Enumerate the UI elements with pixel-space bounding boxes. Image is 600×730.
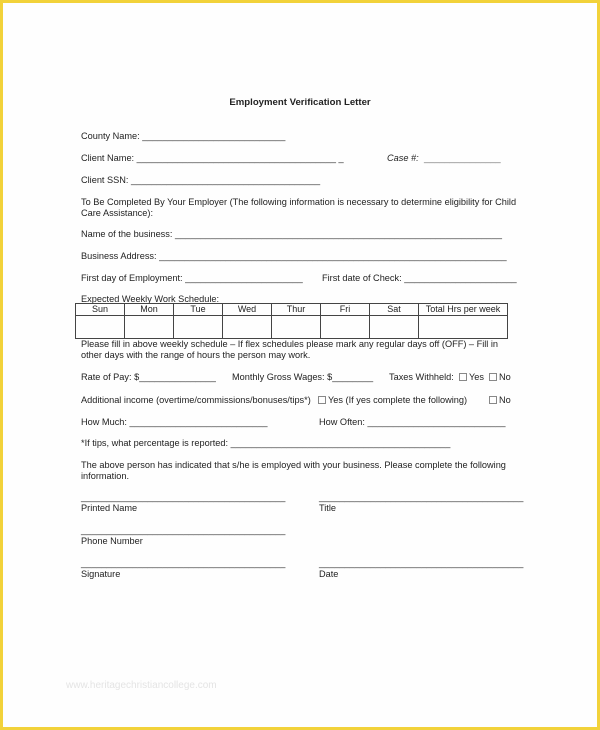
schedule-cell-fri[interactable] [321, 316, 370, 339]
phone-number-label: Phone Number [81, 536, 143, 546]
schedule-cell-sat[interactable] [370, 316, 419, 339]
taxes-no-label: No [499, 372, 511, 382]
watermark-text: www.heritagechristiancollege.com [66, 680, 217, 691]
business-address-field[interactable]: Business Address: ____________________________________________________________________ [81, 251, 507, 261]
checkbox-icon[interactable] [489, 373, 497, 381]
case-number-field[interactable]: _______________ [424, 153, 501, 163]
checkbox-icon[interactable] [489, 396, 497, 404]
flex-schedule-note: Please fill in above weekly schedule – If flex schedules please mark any regular days off (OFF) – Fill in other days with the range of hours the person may work. [81, 339, 499, 360]
schedule-cell-tue[interactable] [174, 316, 223, 339]
taxes-withheld-label: Taxes Withheld: [389, 372, 454, 382]
schedule-input-row [76, 316, 508, 339]
schedule-cell-total[interactable] [419, 316, 508, 339]
date-line[interactable]: ________________________________________ [319, 558, 524, 568]
business-name-field[interactable]: Name of the business: ________________________________________________________________ [81, 229, 502, 239]
checkbox-icon[interactable] [318, 396, 326, 404]
weekly-schedule-table [75, 303, 508, 339]
how-much-field[interactable]: How Much: ___________________________ [81, 417, 268, 427]
tips-percentage-field[interactable]: *If tips, what percentage is reported: ___________________________________________ [81, 438, 451, 448]
schedule-cell-mon[interactable] [125, 316, 174, 339]
schedule-header-row [76, 304, 508, 316]
taxes-yes-label: Yes [469, 372, 484, 382]
schedule-cell-wed[interactable] [223, 316, 272, 339]
first-day-employment-field[interactable]: First day of Employment: _______________________ [81, 273, 303, 283]
how-often-field[interactable]: How Often: ___________________________ [319, 417, 506, 427]
additional-no-option[interactable] [489, 395, 511, 406]
schedule-header-tue: Tue [174, 304, 223, 316]
additional-income-label: Additional income (overtime/commissions/bonuses/tips*) [81, 395, 311, 405]
first-date-check-field[interactable]: First date of Check: ______________________ [322, 273, 517, 283]
title-label: Title [319, 503, 337, 513]
client-ssn-field[interactable]: Client SSN: _____________________________________ [81, 175, 321, 185]
county-name-field[interactable]: County Name: ____________________________ [81, 131, 286, 141]
schedule-header-wed: Wed [223, 304, 272, 316]
schedule-header-sat: Sat [370, 304, 419, 316]
case-number-label: Case #: [387, 153, 419, 163]
signature-line[interactable]: ________________________________________ [81, 558, 286, 568]
signature-label: Signature [81, 569, 121, 579]
document-title: Employment Verification Letter [229, 97, 371, 108]
additional-yes-label: Yes (If yes complete the following) [328, 395, 468, 405]
schedule-header-fri: Fri [321, 304, 370, 316]
printed-name-line[interactable]: ________________________________________ [81, 492, 286, 502]
printed-name-label: Printed Name [81, 503, 138, 513]
schedule-header-mon: Mon [125, 304, 174, 316]
client-name-field[interactable]: Client Name: _______________________________________ _ [81, 153, 344, 163]
taxes-yes-option[interactable] [459, 372, 484, 383]
employment-statement: The above person has indicated that s/he is employed with your business. Please complete the following information. [81, 460, 506, 481]
title-line[interactable]: ________________________________________ [319, 492, 524, 502]
additional-yes-option[interactable] [318, 395, 467, 406]
schedule-header-sun: Sun [76, 304, 125, 316]
schedule-label: Expected Weekly Work Schedule: [81, 294, 220, 304]
schedule-header-thur: Thur [272, 304, 321, 316]
schedule-header-total: Total Hrs per week [419, 304, 508, 316]
checkbox-icon[interactable] [459, 373, 467, 381]
monthly-gross-wages-field[interactable]: Monthly Gross Wages: $________ [232, 372, 374, 382]
rate-of-pay-field[interactable]: Rate of Pay: $_______________ [81, 372, 216, 382]
schedule-cell-sun[interactable] [76, 316, 125, 339]
date-label: Date [319, 569, 339, 579]
phone-number-line[interactable]: ________________________________________ [81, 525, 286, 535]
additional-no-label: No [499, 395, 511, 405]
schedule-cell-thur[interactable] [272, 316, 321, 339]
employer-intro: To Be Completed By Your Employer (The following information is necessary to determine eligibility for Child Care Assistance): [81, 197, 517, 218]
taxes-no-option[interactable] [489, 372, 511, 383]
